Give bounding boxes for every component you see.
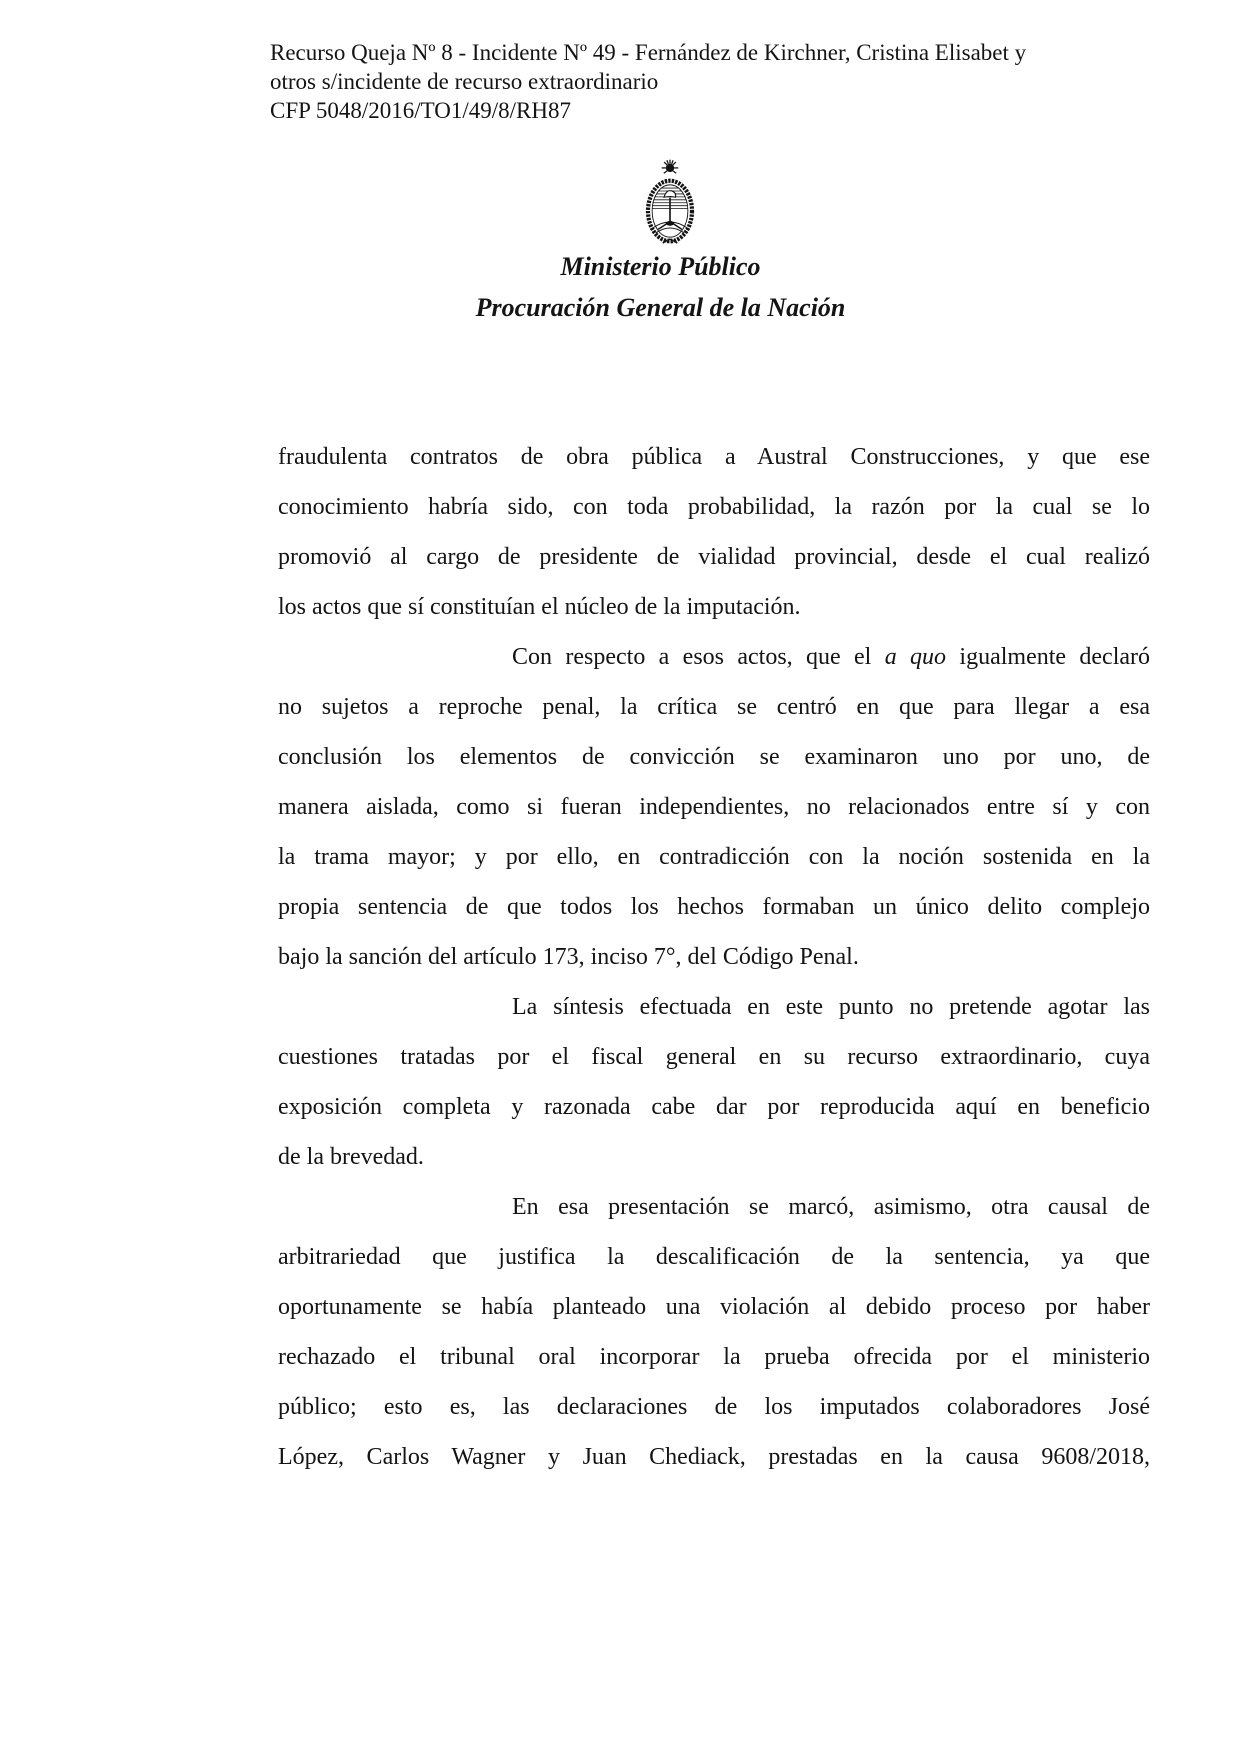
body-line: propia sentencia de que todos los hechos formaban un único delito complejo: [278, 894, 1150, 920]
latin-phrase: a quo: [884, 644, 947, 670]
body-line: de la brevedad.: [278, 1144, 424, 1170]
case-number: CFP 5048/2016/TO1/49/8/RH87: [270, 98, 571, 123]
case-header-line: Recurso Queja Nº 8 - Incidente Nº 49 - Fernández de Kirchner, Cristina Elisabet y: [270, 40, 1027, 65]
body-line: rechazado el tribunal oral incorporar la prueba ofrecida por el ministerio: [278, 1344, 1150, 1370]
body-line: En esa presentación se marcó, asimismo, otra causal de: [512, 1194, 1150, 1220]
body-line: arbitrariedad que justifica la descalificación de la sentencia, ya que: [278, 1244, 1150, 1270]
body-line: cuestiones tratadas por el fiscal general en su recurso extraordinario, cuya: [278, 1044, 1150, 1070]
body-line-segment: Con respecto a esos actos, que el: [512, 644, 885, 670]
body-line: conocimiento habría sido, con toda probabilidad, la razón por la cual se lo: [278, 494, 1150, 520]
body-line: La síntesis efectuada en este punto no pretende agotar las: [512, 994, 1150, 1020]
body-line-segment: igualmente declaró: [946, 644, 1151, 670]
body-line: López, Carlos Wagner y Juan Chediack, prestadas en la causa 9608/2018,: [278, 1444, 1150, 1470]
case-header: [270, 38, 1132, 125]
body-line: [278, 632, 1150, 682]
document-body: [278, 432, 1150, 1482]
body-line: exposición completa y razonada cabe dar por reproducida aquí en beneficio: [278, 1094, 1150, 1120]
body-line: promovió al cargo de presidente de vialidad provincial, desde el cual realizó: [278, 544, 1150, 570]
body-line: los actos que sí constituían el núcleo de la imputación.: [278, 594, 801, 620]
case-header-line: otros s/incidente de recurso extraordinario: [270, 69, 659, 94]
body-line: no sujetos a reproche penal, la crítica se centró en que para llegar a esa: [278, 694, 1150, 720]
body-line: conclusión los elementos de convicción se examinaron uno por uno, de: [278, 744, 1150, 770]
sub-org-name: Procuración General de la Nación: [475, 293, 846, 322]
body-line: fraudulenta contratos de obra pública a Austral Construcciones, y que ese: [278, 444, 1150, 470]
org-name: Ministerio Público: [560, 252, 761, 281]
body-line: oportunamente se había planteado una violación al debido proceso por haber: [278, 1294, 1150, 1320]
sun-disc: [666, 164, 674, 172]
body-line: manera aislada, como si fueran independientes, no relacionados entre sí y con: [278, 794, 1150, 820]
body-line: público; esto es, las declaraciones de los imputados colaboradores José: [278, 1394, 1150, 1420]
argentina-coat-of-arms-icon: [642, 156, 698, 244]
body-line: bajo la sanción del artículo 173, inciso 7°, del Código Penal.: [278, 944, 859, 970]
body-line: la trama mayor; y por ello, en contradicción con la noción sostenida en la: [278, 844, 1150, 870]
